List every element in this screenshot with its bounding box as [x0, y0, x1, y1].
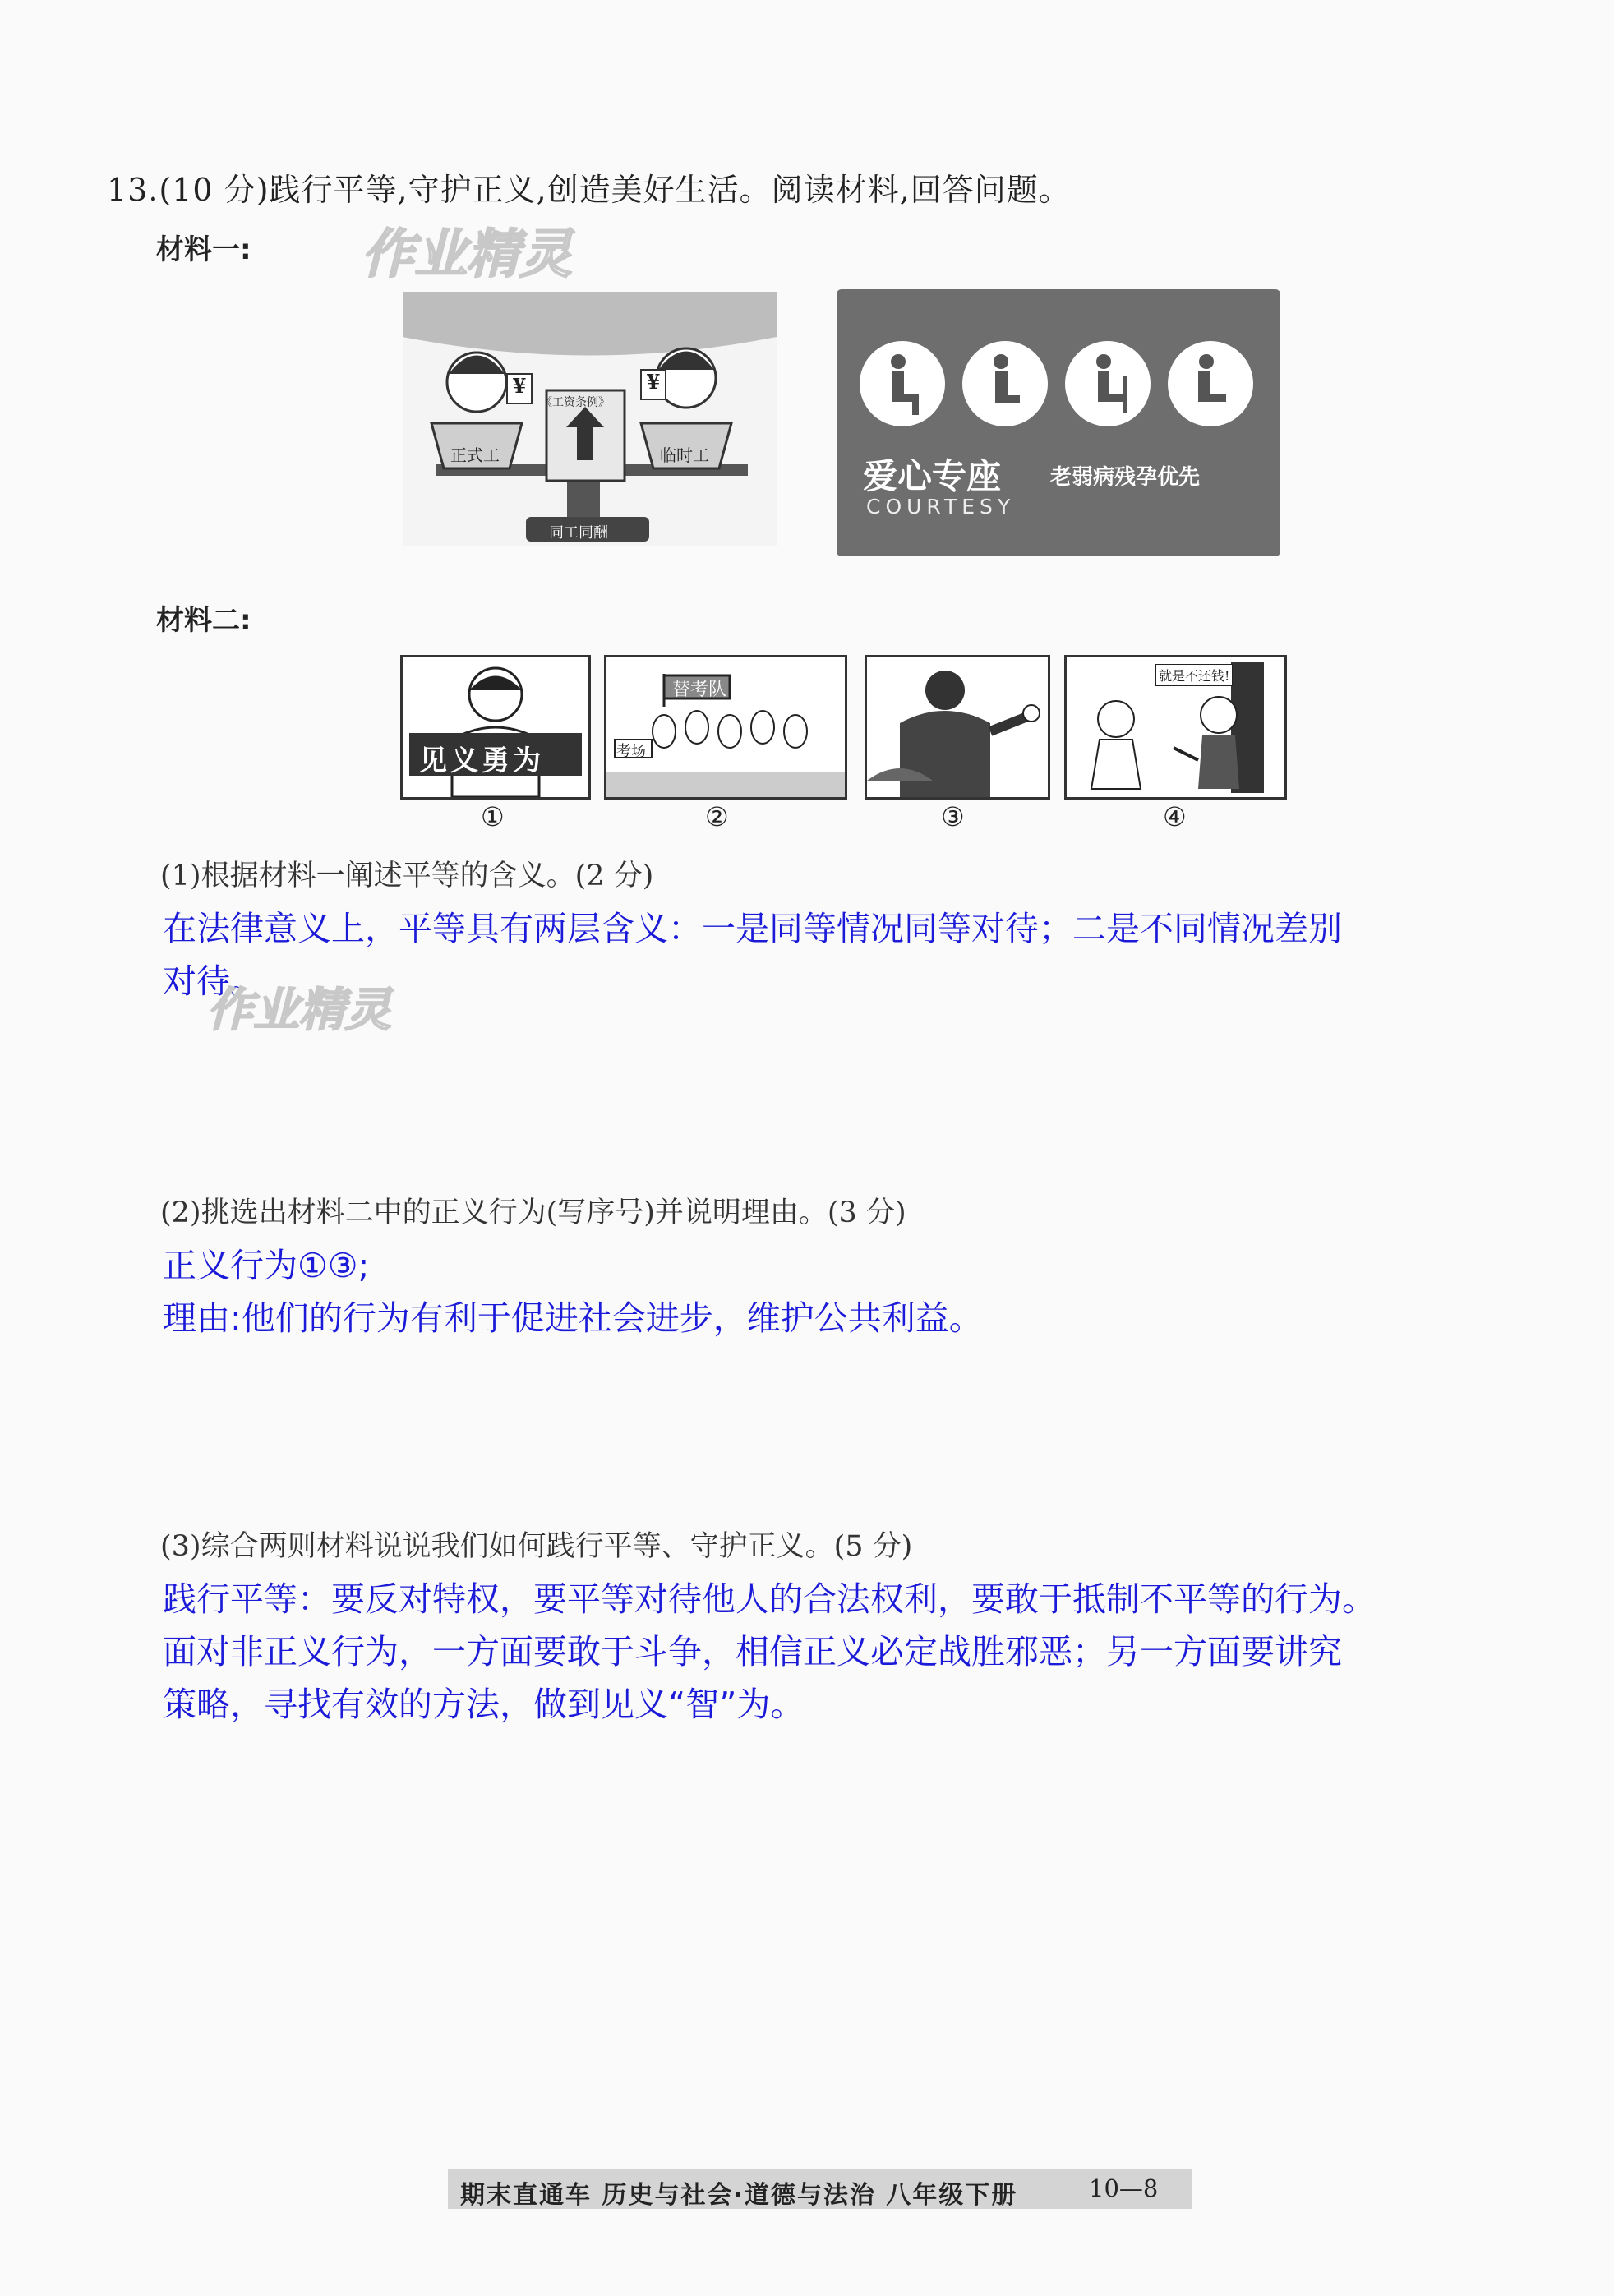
speech-bubble: 就是不还钱! — [1155, 664, 1233, 686]
panel-number-4: ④ — [1163, 801, 1187, 832]
page-number: 10—8 — [1089, 2174, 1159, 2202]
panel-number-2: ② — [705, 801, 729, 832]
panel-number-3: ③ — [941, 801, 965, 832]
sub-question-1: (1)根据材料一阐述平等的含义。(2 分) — [160, 860, 654, 892]
equal-pay-cartoon — [403, 292, 777, 546]
panel-3-police — [865, 655, 1050, 800]
panel-2-cheating-team — [604, 655, 847, 800]
temp-worker-tag: 临时工 — [660, 445, 709, 465]
answer-3: 践行平等：要反对特权，要平等对待他人的合法权利，要敢于抵制不平等的行为。 面对非正义行为，一方面要敢于斗争，相信正义必定战胜邪恶；另一方面要讲究 策略，寻找有效的方法，做到见义“智”为。 — [163, 1579, 1376, 1724]
material-one-label: 材料一: — [156, 233, 251, 266]
courtesy-seat-sign — [837, 289, 1280, 556]
regular-worker-tag: 正式工 — [450, 445, 500, 465]
bravery-banner: 见义勇为 — [419, 745, 544, 777]
panel-4-debt-refusal — [1064, 655, 1287, 800]
answer-2: 正义行为①③; 理由:他们的行为有利于促进社会进步，维护公共利益。 — [163, 1246, 983, 1338]
yuan-symbol-right: ¥ — [646, 370, 661, 394]
sub-question-3: (3)综合两则材料说说我们如何践行平等、守护正义。(5 分) — [160, 1530, 913, 1563]
sign-english: COURTESY — [866, 495, 1016, 519]
watermark: 作业精灵 — [362, 224, 572, 285]
equal-pay-base: 同工同酬 — [549, 524, 608, 542]
panel-number-1: ① — [481, 801, 505, 832]
material-two-label: 材料二: — [156, 604, 251, 637]
yuan-symbol-left: ¥ — [512, 374, 527, 398]
sign-subtitle: 老弱病残孕优先 — [1050, 465, 1201, 490]
sign-title: 爱心专座 — [863, 456, 1002, 496]
panel-1-bravery — [400, 655, 591, 800]
wage-regulation-book: 《工资条例》 — [541, 396, 610, 409]
footer-text: 期末直通车 历史与社会·道德与法治 八年级下册 — [460, 2181, 1018, 2210]
cheating-team-banner: 替考队 — [672, 680, 727, 700]
answer-1: 在法律意义上，平等具有两层含义：一是同等情况同等对待；二是不同情况差别 对待。 — [163, 909, 1342, 1001]
watermark-2: 作业精灵 — [207, 984, 391, 1037]
sub-question-2: (2)挑选出材料二中的正义行为(写序号)并说明理由。(3 分) — [160, 1196, 906, 1229]
exam-room-sign: 考场 — [616, 743, 646, 760]
question-title: 13.(10 分)践行平等,守护正义,创造美好生活。阅读材料,回答问题。 — [107, 172, 1071, 208]
